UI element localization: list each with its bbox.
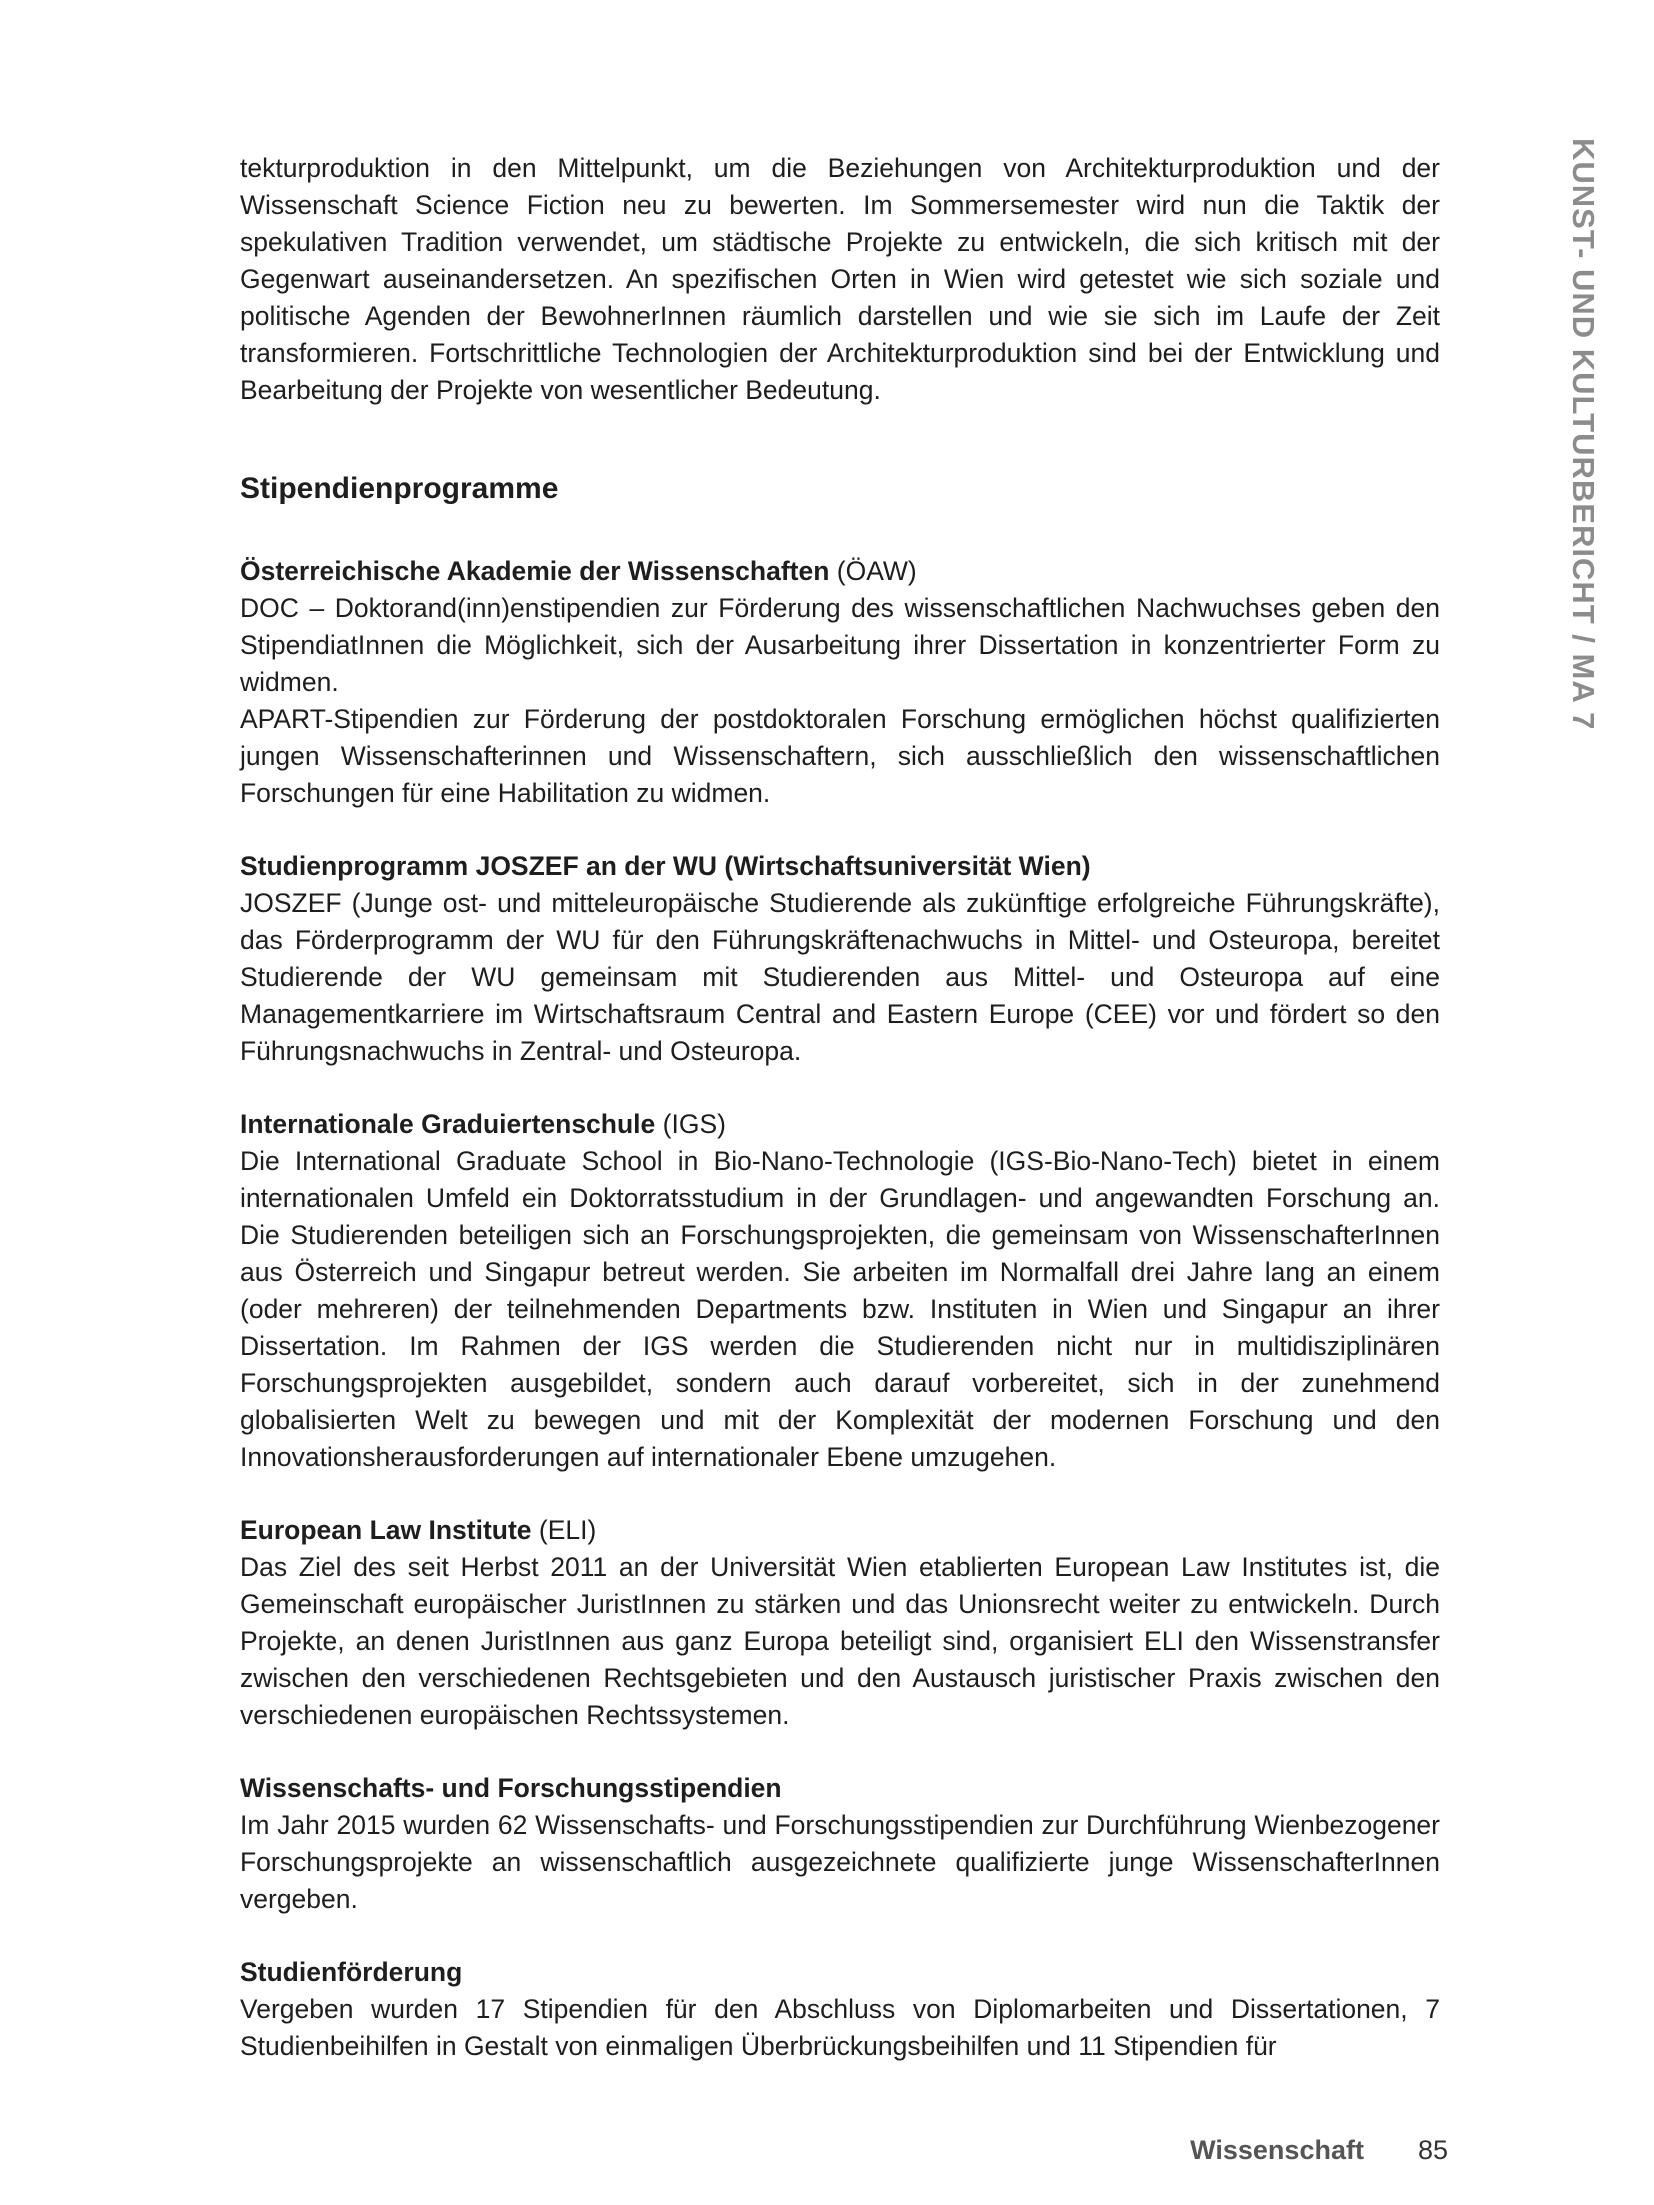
entry-paragraph: Im Jahr 2015 wurden 62 Wissenschafts- und Forschungsstipendien zur Durchführung Wienbezogener Forschungsprojekte an wissenschaftlich ausgezeichnete qualifizierte junge WissenschafterInnen vergeben.: [240, 1810, 1440, 1914]
entry-paragraph: APART-Stipendien zur Förderung der postdoktoralen Forschung ermöglichen höchst qualifizierten jungen Wissenschafterinnen und Wissenschaftern, sich ausschließlich den wissenschaftlichen Forschungen für eine Habilitation zu widmen.: [240, 704, 1440, 808]
section-heading: Stipendienprogramme: [240, 472, 559, 505]
entry-paragraph: Die International Graduate School in Bio-Nano-Technologie (IGS-Bio-Nano-Tech) bietet in einem internationalen Umfeld ein Doktorratsstudium in der Grundlagen- und angewandten Forschung an. Die Studierenden beteiligen sich an Forschungsprojekten, die gemeinsam von WissenschafterInnen aus Österreich und Singapur betreut werden. Sie arbeiten im Normalfall drei Jahre lang an einem (oder mehreren) der teilnehmenden Departments bzw. Instituten in Wien und Singapur an ihrer Dissertation. Im Rahmen der IGS werden die Studierenden nicht nur in multidisziplinären Forschungsprojekten ausgebildet, sondern auch darauf vorbereitet, sich in der zunehmend globalisierten Welt zu bewegen und mit der Komplexität der modernen Forschung und den Innovationsherausforderungen auf internationaler Ebene umzugehen.: [240, 1146, 1440, 1472]
footer-section-name: Wissenschaft: [1190, 2135, 1364, 2165]
entry-title: European Law Institute (ELI): [240, 1515, 597, 1545]
entry-paragraph: Vergeben wurden 17 Stipendien für den Abschluss von Diplomarbeiten und Dissertationen, 7 Studienbeihilfen in Gestalt von einmaligen Überbrückungsbeihilfen und 11 Stipendien für: [240, 1994, 1440, 2061]
intro-paragraph: tekturproduktion in den Mittelpunkt, um die Beziehungen von Architekturproduktion und der Wissenschaft Science Fiction neu zu bewerten. Im Sommersemester wird nun die Taktik der spekulativen Tradition verwendet, um städtische Projekte zu entwickeln, die sich kritisch mit der Gegenwart auseinandersetzen. An spezifischen Orten in Wien wird getestet wie sich soziale und politische Agenden der BewohnerInnen räumlich darstellen und wie sie sich im Laufe der Zeit transformieren. Fortschrittliche Technologien der Architekturproduktion sind bei der Entwicklung und Bearbeitung der Projekte von wesentlicher Bedeutung.: [240, 153, 1440, 405]
entry-paragraph: JOSZEF (Junge ost- und mitteleuropäische Studierende als zukünftige erfolgreiche Führungskräfte), das Förderprogramm der WU für den Führungskräftenachwuchs in Mittel- und Osteuropa, bereitet Studierende der WU gemeinsam mit Studierenden aus Mittel- und Osteuropa auf eine Managementkarriere im Wirtschaftsraum Central and Eastern Europe (CEE) vor und fördert so den Führungsnachwuchs in Zentral- und Osteuropa.: [240, 888, 1440, 1066]
entry-paragraph: Das Ziel des seit Herbst 2011 an der Universität Wien etablierten European Law Institutes ist, die Gemeinschaft europäischer JuristInnen zu stärken und das Unionsrecht weiter zu entwickeln. Durch Projekte, an denen JuristInnen aus ganz Europa beteiligt sind, organisiert ELI den Wissenstransfer zwischen den verschiedenen Rechtsgebieten und den Austausch juristischer Praxis zwischen den verschiedenen europäischen Rechtssystemen.: [240, 1552, 1440, 1730]
entry-joszef: [240, 848, 1440, 1070]
entry-title: Internationale Graduiertenschule (IGS): [240, 1109, 726, 1139]
entry-title: Studienprogramm JOSZEF an der WU (Wirtschaftsuniversität Wien): [240, 851, 1091, 881]
entry-eli: [240, 1512, 1440, 1734]
entry-paragraph: DOC – Doktorand(inn)enstipendien zur Förderung des wissenschaftlichen Nachwuchses geben den StipendiatInnen die Möglichkeit, sich der Ausarbeitung ihrer Dissertation in konzentrierter Form zu widmen.: [240, 593, 1440, 697]
page-number: 85: [1417, 2135, 1448, 2165]
main-text-column: [240, 150, 1440, 2101]
entry-igs: [240, 1106, 1440, 1476]
entry-study-funding: [240, 1954, 1440, 2065]
page-footer: [1190, 2132, 1448, 2168]
entry-title: Wissenschafts- und Forschungsstipendien: [240, 1773, 782, 1803]
entry-title: Studienförderung: [240, 1957, 463, 1987]
entry-oeaw: [240, 553, 1440, 812]
entry-research-grants: [240, 1770, 1440, 1918]
entry-title: Österreichische Akademie der Wissenschaften (ÖAW): [240, 556, 917, 586]
side-running-title: KUNST- UND KULTURBERICHT / MA 7: [1566, 138, 1601, 731]
